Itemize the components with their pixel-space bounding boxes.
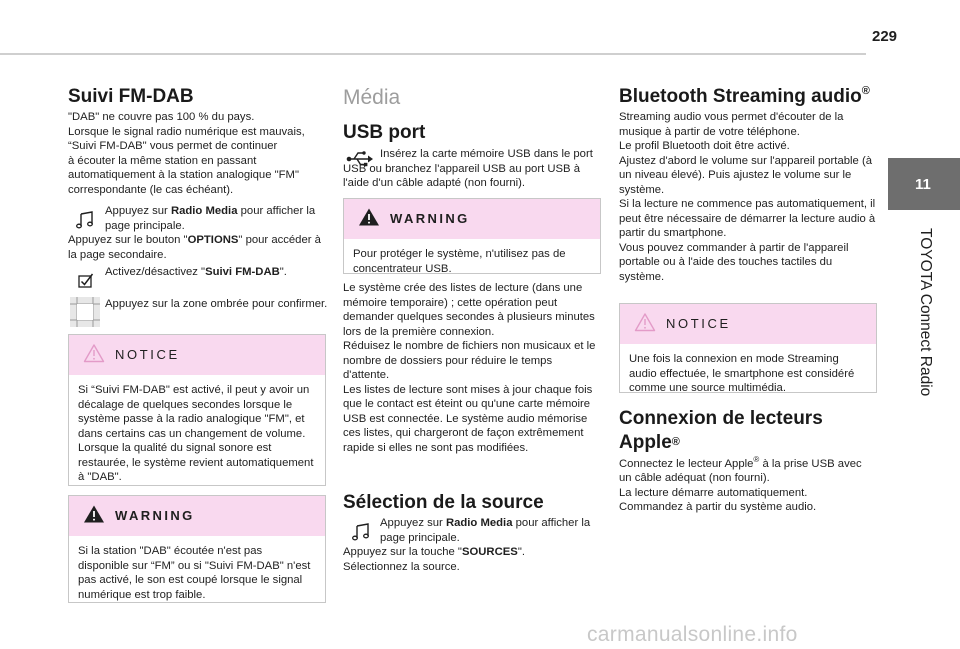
- notice-box-bluetooth: [619, 303, 877, 393]
- fm-dab-step-1: Appuyez sur Radio Media pour afficher la page principale.: [105, 205, 316, 232]
- notice-text: Une fois la connexion en mode Streaming audio effectuée, le smartphone est considéré comme une source multimédia.: [629, 353, 855, 394]
- fm-dab-step-4: Appuyez sur la zone ombrée pour confirmer.: [105, 298, 328, 310]
- chapter-title: TOYOTA Connect Radio: [917, 228, 934, 397]
- warning-box-usb: [343, 198, 601, 274]
- watermark: carmanualsonline.info: [587, 623, 798, 646]
- fm-dab-step-2: Appuyez sur le bouton "OPTIONS" pour accéder à la page secondaire.: [68, 234, 321, 261]
- fm-dab-intro: "DAB" ne couvre pas 100 % du pays. Lorsque le signal radio numérique est mauvais, “Suivi FM-DAB" vous permet de continuer à écouter la même station en passant automatiquement à la station analogique "FM" correspondante (le cas échéant).: [68, 111, 305, 196]
- warning-icon: [83, 504, 105, 524]
- top-rule: [0, 53, 866, 55]
- warning-text: Pour protéger le système, n'utilisez pas de concentrateur USB.: [353, 248, 566, 275]
- playlist-info: Le système crée des listes de lecture (dans une mémoire temporaire) ; cette opération peut demander quelques secondes à plusieurs minutes lors de la première connexion. Réduisez le nombre de fichiers non musicaux et le nombre de dossiers pour réduire le temps d'attente. Les listes de lecture sont mises à jour chaque fois que le contact est éteint ou qu'une carte mémoire USB est connectée. Le système audio mémorise ces listes, qui chargeront de façon extrêmement rapide si elles ne sont pas modifiées.: [343, 282, 596, 454]
- warning-title: WARNING: [390, 211, 470, 226]
- apple-info: Connectez le lecteur Apple® à la prise USB avec un câble adéquat (non fourni). La lecture démarre automatiquement. Commandez à partir du système audio.: [619, 455, 862, 514]
- usb-instructions: Insérez la carte mémoire USB dans le port USB ou branchez l'appareil USB au port USB à l'aide d'un câble adapté (non fourni).: [343, 148, 593, 189]
- section-title-apple: Connexion de lecteurs Apple®: [619, 408, 823, 453]
- bluetooth-info: Streaming audio vous permet d'écouter de la musique à partir de votre téléphone. Le profil Bluetooth doit être activé. Ajustez d'abord le volume sur l'appareil portable (à un niveau élevé). Puis ajustez le volume sur le système. Si la lecture ne commence pas automatiquement, il peut être nécessaire de démarrer la lecture audio à partir du smartphone. Vous pouvez commander à partir de l'appareil portable ou à l'aide des touches tactiles du système.: [619, 111, 876, 283]
- warning-header: [344, 199, 600, 239]
- section-title-fm-dab: Suivi FM-DAB: [68, 86, 194, 107]
- warning-box-fm-dab: [68, 495, 326, 603]
- section-title-media: Média: [343, 86, 401, 109]
- notice-text: Si “Suivi FM-DAB" est activé, il peut y avoir un décalage de quelques secondes lorsque le système passe à la radio analogique "FM", et dans certains cas un changement de volume. Lorsque la qualité du signal sonore est restaurée, le système revient automatiquement à "DAB".: [78, 384, 314, 483]
- source-steps: Appuyez sur Radio Media pour afficher la page principale. Appuyez sur la touche "SOURCES". Sélectionnez la source.: [343, 517, 591, 573]
- section-title-bluetooth: Bluetooth Streaming audio®: [619, 85, 870, 107]
- page-number: 229: [872, 28, 898, 45]
- section-title-usb: USB port: [343, 122, 426, 143]
- notice-icon: [83, 343, 105, 363]
- fm-dab-step-3: Activez/désactivez "Suivi FM-DAB".: [105, 266, 287, 278]
- notice-header: [69, 335, 325, 375]
- notice-title: NOTICE: [666, 316, 731, 331]
- warning-text: Si la station "DAB" écoutée n'est pas disponible sur “FM” ou si "Suivi FM-DAB" n'est pas activé, le son est coupé lorsque le signal numérique est trop faible.: [78, 545, 311, 601]
- notice-header: [620, 304, 876, 344]
- warning-title: WARNING: [115, 508, 195, 523]
- warning-icon: [358, 207, 380, 227]
- notice-box-fm-dab: [68, 334, 326, 486]
- section-title-source: Sélection de la source: [343, 492, 544, 513]
- notice-icon: [634, 312, 656, 332]
- notice-title: NOTICE: [115, 347, 180, 362]
- warning-header: [69, 496, 325, 536]
- chapter-number: 11: [915, 176, 931, 193]
